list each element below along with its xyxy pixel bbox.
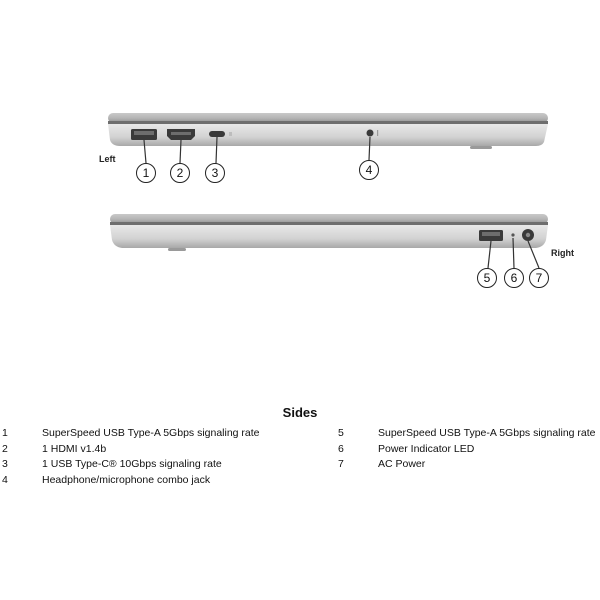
legend-title: Sides xyxy=(282,405,318,420)
left-side-view xyxy=(108,113,548,149)
right-side-view xyxy=(110,214,548,251)
right-side-label: Right xyxy=(551,248,574,258)
legend-number: 3 xyxy=(2,458,8,470)
legend-description: Power Indicator LED xyxy=(378,443,475,455)
leader-lines xyxy=(144,137,539,268)
usb-a-port-left xyxy=(131,129,157,140)
callout-2: 2 xyxy=(170,163,190,183)
legend-description: 1 HDMI v1.4b xyxy=(42,443,107,455)
callout-6: 6 xyxy=(504,268,524,288)
left-side-label: Left xyxy=(99,154,116,164)
hdmi-port xyxy=(167,129,195,140)
legend-description: SuperSpeed USB Type-A 5Gbps signaling rate xyxy=(378,427,596,439)
legend-number: 5 xyxy=(338,427,344,439)
legend-description: AC Power xyxy=(378,458,426,470)
legend-description: Headphone/microphone combo jack xyxy=(42,474,211,486)
legend-number: 7 xyxy=(338,458,344,470)
callout-5: 5 xyxy=(477,268,497,288)
callout-4: 4 xyxy=(359,160,379,180)
legend-number: 1 xyxy=(2,427,8,439)
callout-3: 3 xyxy=(205,163,225,183)
usb-a-port-right xyxy=(479,230,503,241)
legend-description: SuperSpeed USB Type-A 5Gbps signaling rate xyxy=(42,427,260,439)
legend-number: 6 xyxy=(338,443,344,455)
power-led xyxy=(511,233,514,236)
legend-description: 1 USB Type-C® 10Gbps signaling rate xyxy=(42,458,222,470)
callout-7: 7 xyxy=(529,268,549,288)
legend-number: 4 xyxy=(2,474,8,486)
callout-1: 1 xyxy=(136,163,156,183)
ac-power-port xyxy=(522,229,534,241)
legend-number: 2 xyxy=(2,443,8,455)
